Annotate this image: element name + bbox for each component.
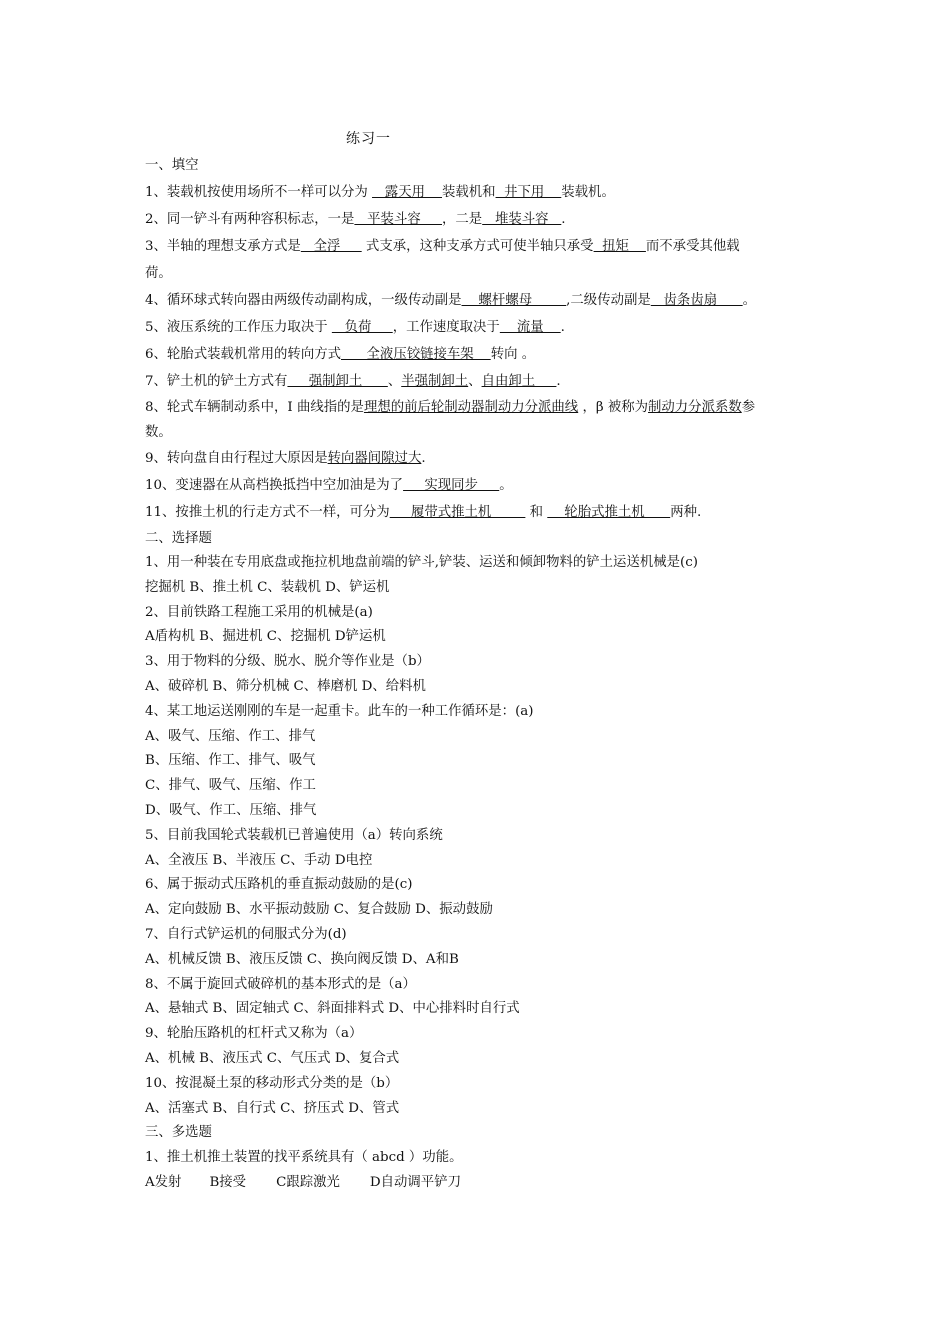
answer-blank: 履带式推土机 [389,505,526,520]
answer-blank: 强制卸土 [287,374,388,389]
answer-blank: 全浮 [300,239,362,254]
fill-question-2: 2、同一铲斗有两种容积标志，一是 平装斗容 ，二是 堆装斗容 . [145,212,566,227]
answer-blank: 螺杆螺母 [461,293,567,308]
choice-line: 9、轮胎压路机的杠杆式又称为（a） [145,1026,363,1042]
answer-blank: 露天用 [372,185,442,200]
option-c: C跟踪激光 [276,1174,340,1190]
answer-blank: 自由卸土 [481,374,557,389]
choice-line: A、活塞式 B、自行式 C、挤压式 D、管式 [145,1100,400,1116]
answer-blank: 轮胎式推土机 [547,505,671,520]
choice-line: C、排气、吸气、压缩、作工 [145,778,316,794]
choice-line: D、吸气、作工、压缩、排气 [145,802,317,818]
choice-line: A、机械反馈 B、液压反馈 C、换向阀反馈 D、A和B [145,951,459,967]
answer-blank: 齿条齿扇 [650,293,743,308]
choice-line: 5、目前我国轮式装载机已普遍使用（a）转向系统 [145,827,443,843]
fill-question-8-continued: 数。 [145,425,172,440]
choice-line: A、机械 B、液压式 C、气压式 D、复合式 [145,1050,400,1066]
option-b: B接受 [209,1174,247,1190]
answer-blank: 全液压铰链接车架 [341,347,491,362]
section-heading-fill: 一、填空 [145,158,199,173]
section-heading-multi: 三、多选题 [145,1125,212,1141]
choice-line: A、吸气、压缩、作工、排气 [145,728,316,744]
answer-blank: 半强制卸土 [401,374,469,389]
answer-blank: 转向器间隙过大 [327,451,422,466]
option-d: D自动调平铲刀 [369,1174,461,1190]
answer-blank: 堆装斗容 [482,212,562,227]
choice-line: 8、不属于旋回式破碎机的基本形式的是（a） [145,976,416,992]
choice-line: B、压缩、作工、排气、吸气 [145,753,316,769]
answer-blank: 井下用 [495,185,562,200]
choice-line: 6、属于振动式压路机的垂直振动鼓励的是(c) [145,877,413,893]
answer-blank: 实现同步 [403,478,500,493]
fill-question-3-continued: 荷。 [145,266,172,281]
choice-line: 7、自行式铲运机的伺服式分为(d) [145,926,347,942]
multi-question-1-options [145,1171,820,1196]
choice-line: 挖掘机 B、推土机 C、装载机 D、铲运机 [145,579,390,595]
answer-blank: 理想的前后轮制动器制动力分派曲线 [363,400,579,415]
choice-line: 4、某工地运送刚刚的车是一起重卡。此车的一种工作循环是：(a) [145,703,534,719]
fill-question-7: 7、铲土机的铲土方式有 强制卸土 、半强制卸土、自由卸土 . [145,374,561,389]
fill-question-8: 8、轮式车辆制动系中，I 曲线指的是理想的前后轮制动器制动力分派曲线 ，β 被称为制动力分派系数参 [145,400,756,415]
fill-question-11: 11、按推土机的行走方式不一样，可分为 履带式推土机 和 轮胎式推土机 两种. [145,505,702,520]
answer-blank: 流量 [499,320,561,335]
multi-question-1: 1、推土机推土装置的找平系统具有（ abcd ）功能。 [145,1150,463,1166]
fill-question-6: 6、轮胎式装载机常用的转向方式 全液压铰链接车架 转向 。 [145,347,536,362]
choice-line: A、破碎机 B、筛分机械 C、棒磨机 D、给料机 [145,678,426,694]
fill-question-9: 9、转向盘自由行程过大原因是转向器间隙过大. [145,451,426,466]
choice-line: 1、用一种装在专用底盘或拖拉机地盘前端的铲斗,铲装、运送和倾卸物料的铲土运送机械是(c) [145,555,698,570]
answer-blank: 扭矩 [593,239,646,254]
choice-line: 10、按混凝土泵的移动形式分类的是（b） [145,1075,399,1091]
choice-line: 2、目前铁路工程施工采用的机械是(a) [145,604,373,620]
choice-line: 3、用于物料的分级、脱水、脱介等作业是（b） [145,654,430,670]
choice-line: A盾构机 B、掘进机 C、挖掘机 D铲运机 [145,629,386,645]
answer-blank: 制动力分派系数 [648,400,742,415]
fill-question-1: 1、装载机按使用场所不一样可以分为 露天用 装载机和 井下用 装载机。 [145,185,615,200]
answer-blank: 平装斗容 [354,212,443,227]
fill-question-5: 5、液压系统的工作压力取决于 负荷 ，工作速度取决于 流量 . [145,320,565,335]
section-heading-choice: 二、选择题 [145,531,212,546]
document-body [145,152,820,1196]
choice-line: A、全液压 B、半液压 C、手动 D电控 [145,852,373,868]
answer-blank: 负荷 [331,320,393,335]
choice-line: A、定向鼓励 B、水平振动鼓励 C、复合鼓励 D、振动鼓励 [145,902,493,918]
option-a: A发射 [145,1174,182,1190]
choice-line: A、悬轴式 B、固定轴式 C、斜面排料式 D、中心排料时自行式 [145,1001,520,1017]
fill-question-4: 4、循环球式转向器由两级传动副构成，一级传动副是 螺杆螺母 ,二级传动副是 齿条齿扇 。 [145,293,757,308]
fill-question-10: 10、变速器在从高档换抵挡中空加油是为了 实现同步 。 [145,478,513,493]
fill-question-3: 3、半轴的理想支承方式是 全浮 式支承，这种支承方式可使半轴只承受 扭矩 而不承受其他载 [145,239,740,254]
page-title: 练习一 [346,131,391,147]
